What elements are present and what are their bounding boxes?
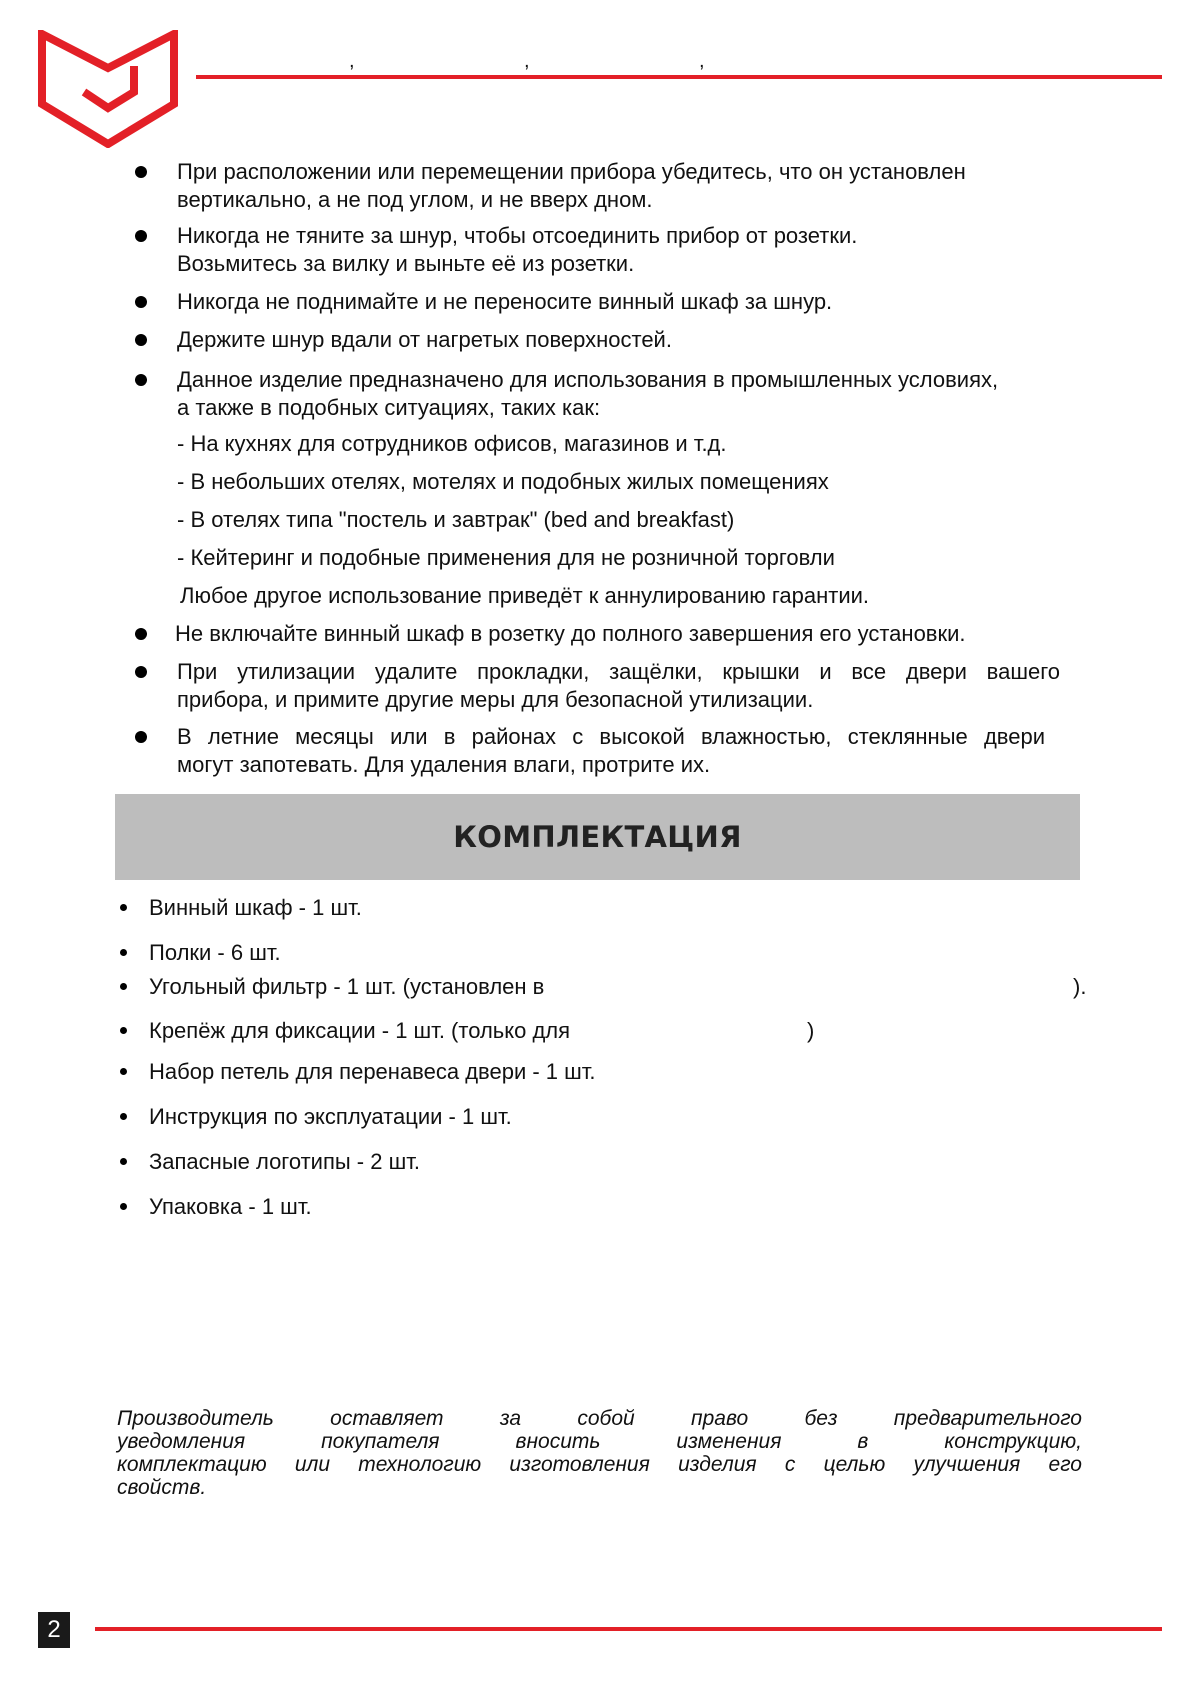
kit-item-text: Винный шкаф - 1 шт. xyxy=(149,895,362,920)
bullet-dot xyxy=(135,334,147,346)
bullet-dot xyxy=(135,230,147,242)
usage-sub-item: - Кейтеринг и подобные применения для не розничной торговли xyxy=(177,545,835,570)
section-header-bar xyxy=(115,794,1080,880)
disclaimer-line: уведомления покупателя вносить изменения в конструкцию, xyxy=(117,1430,1082,1453)
bullet-2-line-1: Никогда не тяните за шнур, чтобы отсоединить прибор от розетки. xyxy=(177,223,858,248)
usage-sub-item: - На кухнях для сотрудников офисов, магазинов и т.д. xyxy=(177,431,727,456)
page-number: 2 xyxy=(38,1612,70,1648)
kit-item-closing-paren: ). xyxy=(1073,974,1087,999)
bullet-1-line-1: При расположении или перемещении прибора убедитесь, что он установлен xyxy=(177,159,966,184)
bullet-dot xyxy=(135,731,147,743)
header-comma: , xyxy=(699,50,705,72)
bullet-5-line-2: а также в подобных ситуациях, таких как: xyxy=(177,395,601,420)
brand-shield-logo-icon xyxy=(38,30,178,148)
kit-list-item xyxy=(120,939,281,967)
bullet-dot xyxy=(135,296,147,308)
kit-list-item xyxy=(120,1193,312,1221)
kit-item-text: Крепёж для фиксации - 1 шт. (только для xyxy=(149,1018,571,1043)
bullet-8-line-2: могут запотевать. Для удаления влаги, протрите их. xyxy=(177,752,711,777)
kit-item-text: Упаковка - 1 шт. xyxy=(149,1194,312,1219)
bullet-dot xyxy=(135,166,147,178)
bullet-dot xyxy=(120,1068,127,1075)
kit-item-text: Набор петель для перенавеса двери - 1 шт. xyxy=(149,1059,596,1084)
disclaimer-line: Производитель оставляет за собой право без предварительного xyxy=(117,1407,1082,1430)
bullet-dot xyxy=(120,1158,127,1165)
bullet-dot xyxy=(120,1203,127,1210)
bullet-7-line-1: При утилизации удалите прокладки, защёлки, крышки и все двери вашего xyxy=(177,659,1060,684)
bullet-4-line-1: Держите шнур вдали от нагретых поверхностей. xyxy=(177,327,672,352)
bullet-dot xyxy=(120,983,127,990)
kit-list-item xyxy=(120,1058,596,1086)
kit-item-text: Угольный фильтр - 1 шт. (установлен в xyxy=(149,974,545,999)
bullet-6-line-1: Не включайте винный шкаф в розетку до полного завершения его установки. xyxy=(175,621,966,646)
section-title: КОМПЛЕКТАЦИЯ xyxy=(453,820,742,854)
kit-list-item xyxy=(120,1017,570,1045)
bullet-1-line-2: вертикально, а не под углом, и не вверх дном. xyxy=(177,187,653,212)
bullet-5-line-1: Данное изделие предназначено для использования в промышленных условиях, xyxy=(177,367,999,392)
bullet-3-line-1: Никогда не поднимайте и не переносите винный шкаф за шнур. xyxy=(177,289,833,314)
bullet-dot xyxy=(120,949,127,956)
footer-rule xyxy=(95,1627,1162,1631)
kit-item-text: Инструкция по эксплуатации - 1 шт. xyxy=(149,1104,512,1129)
header-comma: , xyxy=(349,50,355,72)
kit-list-item xyxy=(120,1103,512,1131)
bullet-dot xyxy=(120,904,127,911)
warranty-note: Любое другое использование приведёт к аннулированию гарантии. xyxy=(180,583,870,608)
kit-item-text: Полки - 6 шт. xyxy=(149,940,281,965)
bullet-dot xyxy=(135,666,147,678)
disclaimer-line: комплектацию или технологию изготовления изделия с целью улучшения его xyxy=(117,1453,1082,1476)
header-rule xyxy=(196,75,1162,79)
kit-list-item xyxy=(120,973,544,1001)
kit-item-closing-paren: ) xyxy=(807,1018,815,1043)
bullet-2-line-2: Возьмитесь за вилку и выньте её из розетки. xyxy=(177,251,635,276)
manufacturer-disclaimer xyxy=(117,1407,1082,1499)
usage-sub-item: - В отелях типа "постель и завтрак" (bed and breakfast) xyxy=(177,507,735,532)
bullet-7-line-2: прибора, и примите другие меры для безопасной утилизации. xyxy=(177,687,814,712)
bullet-dot xyxy=(120,1113,127,1120)
kit-list-item xyxy=(120,894,362,922)
bullet-dot xyxy=(135,628,147,640)
bullet-dot xyxy=(135,374,147,386)
bullet-dot xyxy=(120,1027,127,1034)
header-comma: , xyxy=(524,50,530,72)
disclaimer-line: свойств. xyxy=(117,1476,207,1499)
usage-sub-item: - В небольших отелях, мотелях и подобных жилых помещениях xyxy=(177,469,829,494)
kit-list-item xyxy=(120,1148,420,1176)
bullet-8-line-1: В летние месяцы или в районах с высокой влажностью, стеклянные двери xyxy=(177,724,1045,749)
kit-item-text: Запасные логотипы - 2 шт. xyxy=(149,1149,420,1174)
